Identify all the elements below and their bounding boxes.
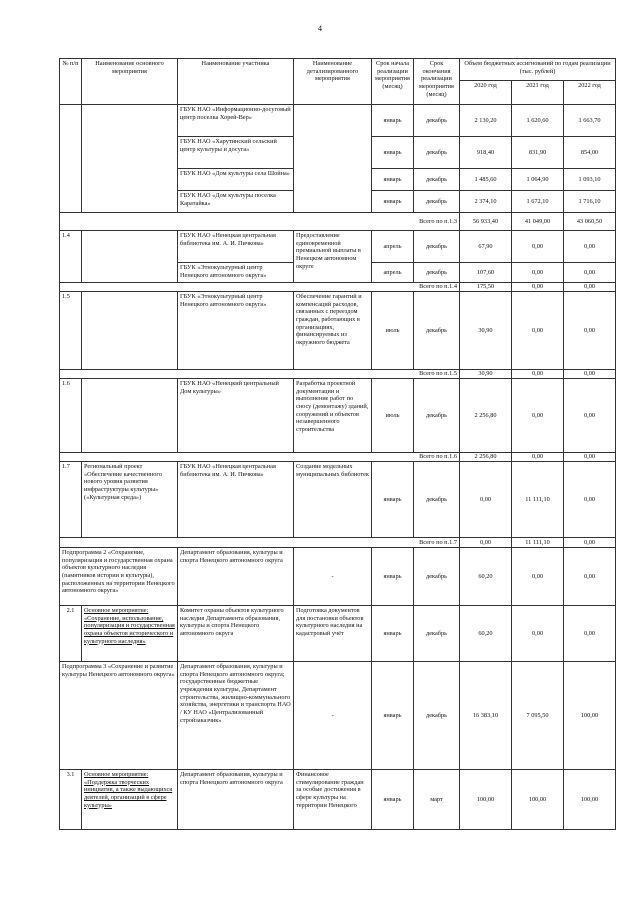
- value-2020: 16 383,10: [460, 662, 512, 770]
- value-2021: 0,00: [512, 231, 564, 263]
- value-2021: 11 111,10: [512, 462, 564, 538]
- value-2020: 918,40: [460, 137, 512, 169]
- total-2020: 30,90: [460, 370, 512, 379]
- header-2020: 2020 год: [460, 81, 512, 105]
- value-2022: 0,00: [564, 462, 616, 538]
- value-2020: 60,20: [460, 548, 512, 606]
- value-2020: 2 256,80: [460, 379, 512, 453]
- value-2022: 0,00: [564, 379, 616, 453]
- header-event: Наименование основного мероприятия: [82, 59, 178, 105]
- total-label: Всего по п.1.4: [60, 283, 460, 292]
- row-number: 1.7: [60, 462, 82, 538]
- row-number: 1.6: [60, 379, 82, 453]
- start-cell: январь: [372, 169, 414, 191]
- value-2020: 0,00: [460, 462, 512, 538]
- total-row: [60, 538, 616, 548]
- value-2022: 100,00: [564, 662, 616, 770]
- total-2021: 11 111,10: [512, 538, 564, 548]
- table-row: [60, 292, 616, 370]
- total-row: [60, 283, 616, 292]
- participant-cell: Департамент образования, культуры и спорта Ненецкого автономного округа: [178, 770, 294, 830]
- end-cell: декабрь: [414, 263, 460, 283]
- start-cell: апрель: [372, 231, 414, 263]
- participant-cell: ГБУК НАО «Информационно-досуговый центр поселка Хорей-Вер»: [178, 105, 294, 137]
- detail-cell: Создание модельных муниципальных библиотек: [294, 462, 372, 538]
- start-cell: апрель: [372, 263, 414, 283]
- value-2021: 1 672,10: [512, 191, 564, 213]
- total-2022: 0,00: [564, 283, 616, 292]
- event-cell: Подпрограмма 3 «Сохранение и развитие культуры Ненецкого автономного округа»: [60, 662, 178, 770]
- total-2020: 56 933,40: [460, 213, 512, 231]
- start-cell: январь: [372, 105, 414, 137]
- participant-cell: ГБУК НАО «Ненецкая центральная библиотека им. А. И. Пичкова»: [178, 462, 294, 538]
- value-2021: 100,00: [512, 770, 564, 830]
- end-cell: декабрь: [414, 662, 460, 770]
- total-label: Всего по п.1.5: [60, 370, 460, 379]
- table-row: [60, 662, 616, 770]
- row-number: 1.5: [60, 292, 82, 370]
- value-2021: 0,00: [512, 292, 564, 370]
- value-2022: 0,00: [564, 606, 616, 662]
- total-row: [60, 370, 616, 379]
- budget-table: [59, 58, 616, 830]
- value-2020: 1 485,60: [460, 169, 512, 191]
- row-number: 2.1: [60, 606, 82, 662]
- value-2021: 7 095,50: [512, 662, 564, 770]
- total-label: Всего по п.1.7: [60, 538, 460, 548]
- header-participant: Наименование участника: [178, 59, 294, 105]
- value-2021: 0,00: [512, 379, 564, 453]
- table-row: [60, 379, 616, 453]
- table-row: [60, 548, 616, 606]
- total-2022: 43 060,50: [564, 213, 616, 231]
- value-2022: 1 716,10: [564, 191, 616, 213]
- header-detail: Наименование детализированного мероприятия: [294, 59, 372, 105]
- end-cell: декабрь: [414, 548, 460, 606]
- table-row: [60, 231, 616, 263]
- start-cell: январь: [372, 662, 414, 770]
- value-2021: 0,00: [512, 606, 564, 662]
- event-cell: Подпрограмма 2 «Сохранение, популяризация и государственная охрана объектов культурного наследия (памятников истории и культуры), расположенных на территории Ненецкого автономного округа»: [60, 548, 178, 606]
- participant-cell: ГБУК «Этнокультурный центр Ненецкого автономного округа»: [178, 292, 294, 370]
- table-row: [60, 770, 616, 830]
- event-cell: Основное мероприятие: «Сохранение, использование, популяризация и государственная охрана объектов исторического и культурного наследия»: [82, 606, 178, 662]
- start-cell: январь: [372, 462, 414, 538]
- participant-cell: ГБУК НАО «Ненецкая центральная библиотека им. А. И. Пичкова»: [178, 231, 294, 263]
- total-2021: 0,00: [512, 370, 564, 379]
- detail-cell: Разработка проектной документации и выполнение работ по сносу (демонтажу) зданий, сооружений и объектов незавершенного строительства: [294, 379, 372, 453]
- value-2022: 100,00: [564, 770, 616, 830]
- total-2021: 41 049,00: [512, 213, 564, 231]
- row-number: 3.1: [60, 770, 82, 830]
- page-number: 4: [318, 24, 322, 33]
- total-2022: 0,00: [564, 538, 616, 548]
- row-number: 1.4: [60, 231, 82, 283]
- total-2021: 0,00: [512, 453, 564, 462]
- header-2022: 2022 год: [564, 81, 616, 105]
- value-2021: 1 620,60: [512, 105, 564, 137]
- end-cell: декабрь: [414, 105, 460, 137]
- participant-cell: ГБУК НАО «Дом культуры села Шойна»: [178, 169, 294, 191]
- end-cell: март: [414, 770, 460, 830]
- end-cell: декабрь: [414, 191, 460, 213]
- detail-cell: -: [294, 548, 372, 606]
- table-row: [60, 606, 616, 662]
- value-2021: 831,90: [512, 137, 564, 169]
- header-2021: 2021 год: [512, 81, 564, 105]
- detail-cell: Предоставление единовременной премиальной выплаты в Ненецком автономном округе: [294, 231, 372, 283]
- value-2022: 854,00: [564, 137, 616, 169]
- total-2021: 0,00: [512, 283, 564, 292]
- value-2021: 0,00: [512, 548, 564, 606]
- detail-cell: Подготовка документов для постановки объектов культурного наследия на кадастровый учёт: [294, 606, 372, 662]
- start-cell: январь: [372, 548, 414, 606]
- total-row: [60, 453, 616, 462]
- value-2022: 1 663,70: [564, 105, 616, 137]
- value-2022: 1 093,10: [564, 169, 616, 191]
- event-cell: Региональный проект «Обеспечение качественного нового уровня развития инфраструктуры культуры» («Культурная среда»): [82, 462, 178, 538]
- start-cell: январь: [372, 191, 414, 213]
- table-row: [60, 462, 616, 538]
- value-2021: 0,00: [512, 263, 564, 283]
- start-cell: июль: [372, 379, 414, 453]
- value-2020: 60,20: [460, 606, 512, 662]
- value-2020: 100,00: [460, 770, 512, 830]
- total-2020: 2 256,80: [460, 453, 512, 462]
- value-2020: 107,60: [460, 263, 512, 283]
- value-2020: 2 130,20: [460, 105, 512, 137]
- total-2020: 175,50: [460, 283, 512, 292]
- header-end: Срок окончания реализации мероприятия (месяц): [414, 59, 460, 105]
- total-row: [60, 213, 616, 231]
- end-cell: декабрь: [414, 606, 460, 662]
- participant-cell: Комитет охраны объектов культурного наследия Департамента образования, культуры и спорта Ненецкого автономного округа: [178, 606, 294, 662]
- participant-cell: ГБУК НАО «Дом культуры поселка Каратайка»: [178, 191, 294, 213]
- detail-cell: Финансовое стимулирование граждан за особые достижения в сфере культуры на территории Ненецкого: [294, 770, 372, 830]
- end-cell: декабрь: [414, 169, 460, 191]
- table-header-row: [60, 59, 616, 81]
- value-2022: 0,00: [564, 231, 616, 263]
- end-cell: декабрь: [414, 379, 460, 453]
- value-2022: 0,00: [564, 263, 616, 283]
- start-cell: январь: [372, 770, 414, 830]
- total-2020: 0,00: [460, 538, 512, 548]
- detail-cell: Обеспечение гарантий и компенсаций расходов, связанных с переездом граждан, работающих в организациях, финансируемых из окружного бюджета: [294, 292, 372, 370]
- start-cell: июль: [372, 292, 414, 370]
- value-2020: 2 374,10: [460, 191, 512, 213]
- value-2020: 67,90: [460, 231, 512, 263]
- participant-cell: Департамент образования, культуры и спорта Ненецкого автономного округа: [178, 548, 294, 606]
- header-no: № п/п: [60, 59, 82, 105]
- total-2022: 0,00: [564, 453, 616, 462]
- detail-cell: -: [294, 662, 372, 770]
- total-label: Всего по п.1.3: [60, 213, 460, 231]
- start-cell: январь: [372, 137, 414, 169]
- header-start: Срок начала реализации мероприятия (месяц): [372, 59, 414, 105]
- value-2020: 30,90: [460, 292, 512, 370]
- total-2022: 0,00: [564, 370, 616, 379]
- start-cell: январь: [372, 606, 414, 662]
- participant-cell: ГБУК «Этнокультурный центр Ненецкого автономного округа»: [178, 263, 294, 283]
- end-cell: декабрь: [414, 231, 460, 263]
- value-2022: 0,00: [564, 292, 616, 370]
- header-budget: Объем бюджетных ассигнований по годам реализации (тыс. рублей): [460, 59, 616, 81]
- end-cell: декабрь: [414, 137, 460, 169]
- participant-cell: ГБУК НАО «Ненецкий центральный Дом культуры»: [178, 379, 294, 453]
- event-cell: Основное мероприятие: «Поддержка творческих инициатив, а также выдающихся деятелей, организаций в сфере культуры»: [82, 770, 178, 830]
- value-2021: 1 064,90: [512, 169, 564, 191]
- total-label: Всего по п.1.6: [60, 453, 460, 462]
- end-cell: декабрь: [414, 462, 460, 538]
- value-2022: 0,00: [564, 548, 616, 606]
- end-cell: декабрь: [414, 292, 460, 370]
- participant-cell: Департамент образования, культуры и спорта Ненецкого автономного округа; государственные бюджетные учреждения культуры, Департамент строительства, жилищно-коммунального хозяйства, энергетики и транспорта НАО / КУ НАО «Централизованный стройзаказчик»: [178, 662, 294, 770]
- table-row: [60, 105, 616, 137]
- participant-cell: ГБУК НАО «Харутинский сельский центр культуры и досуга»: [178, 137, 294, 169]
